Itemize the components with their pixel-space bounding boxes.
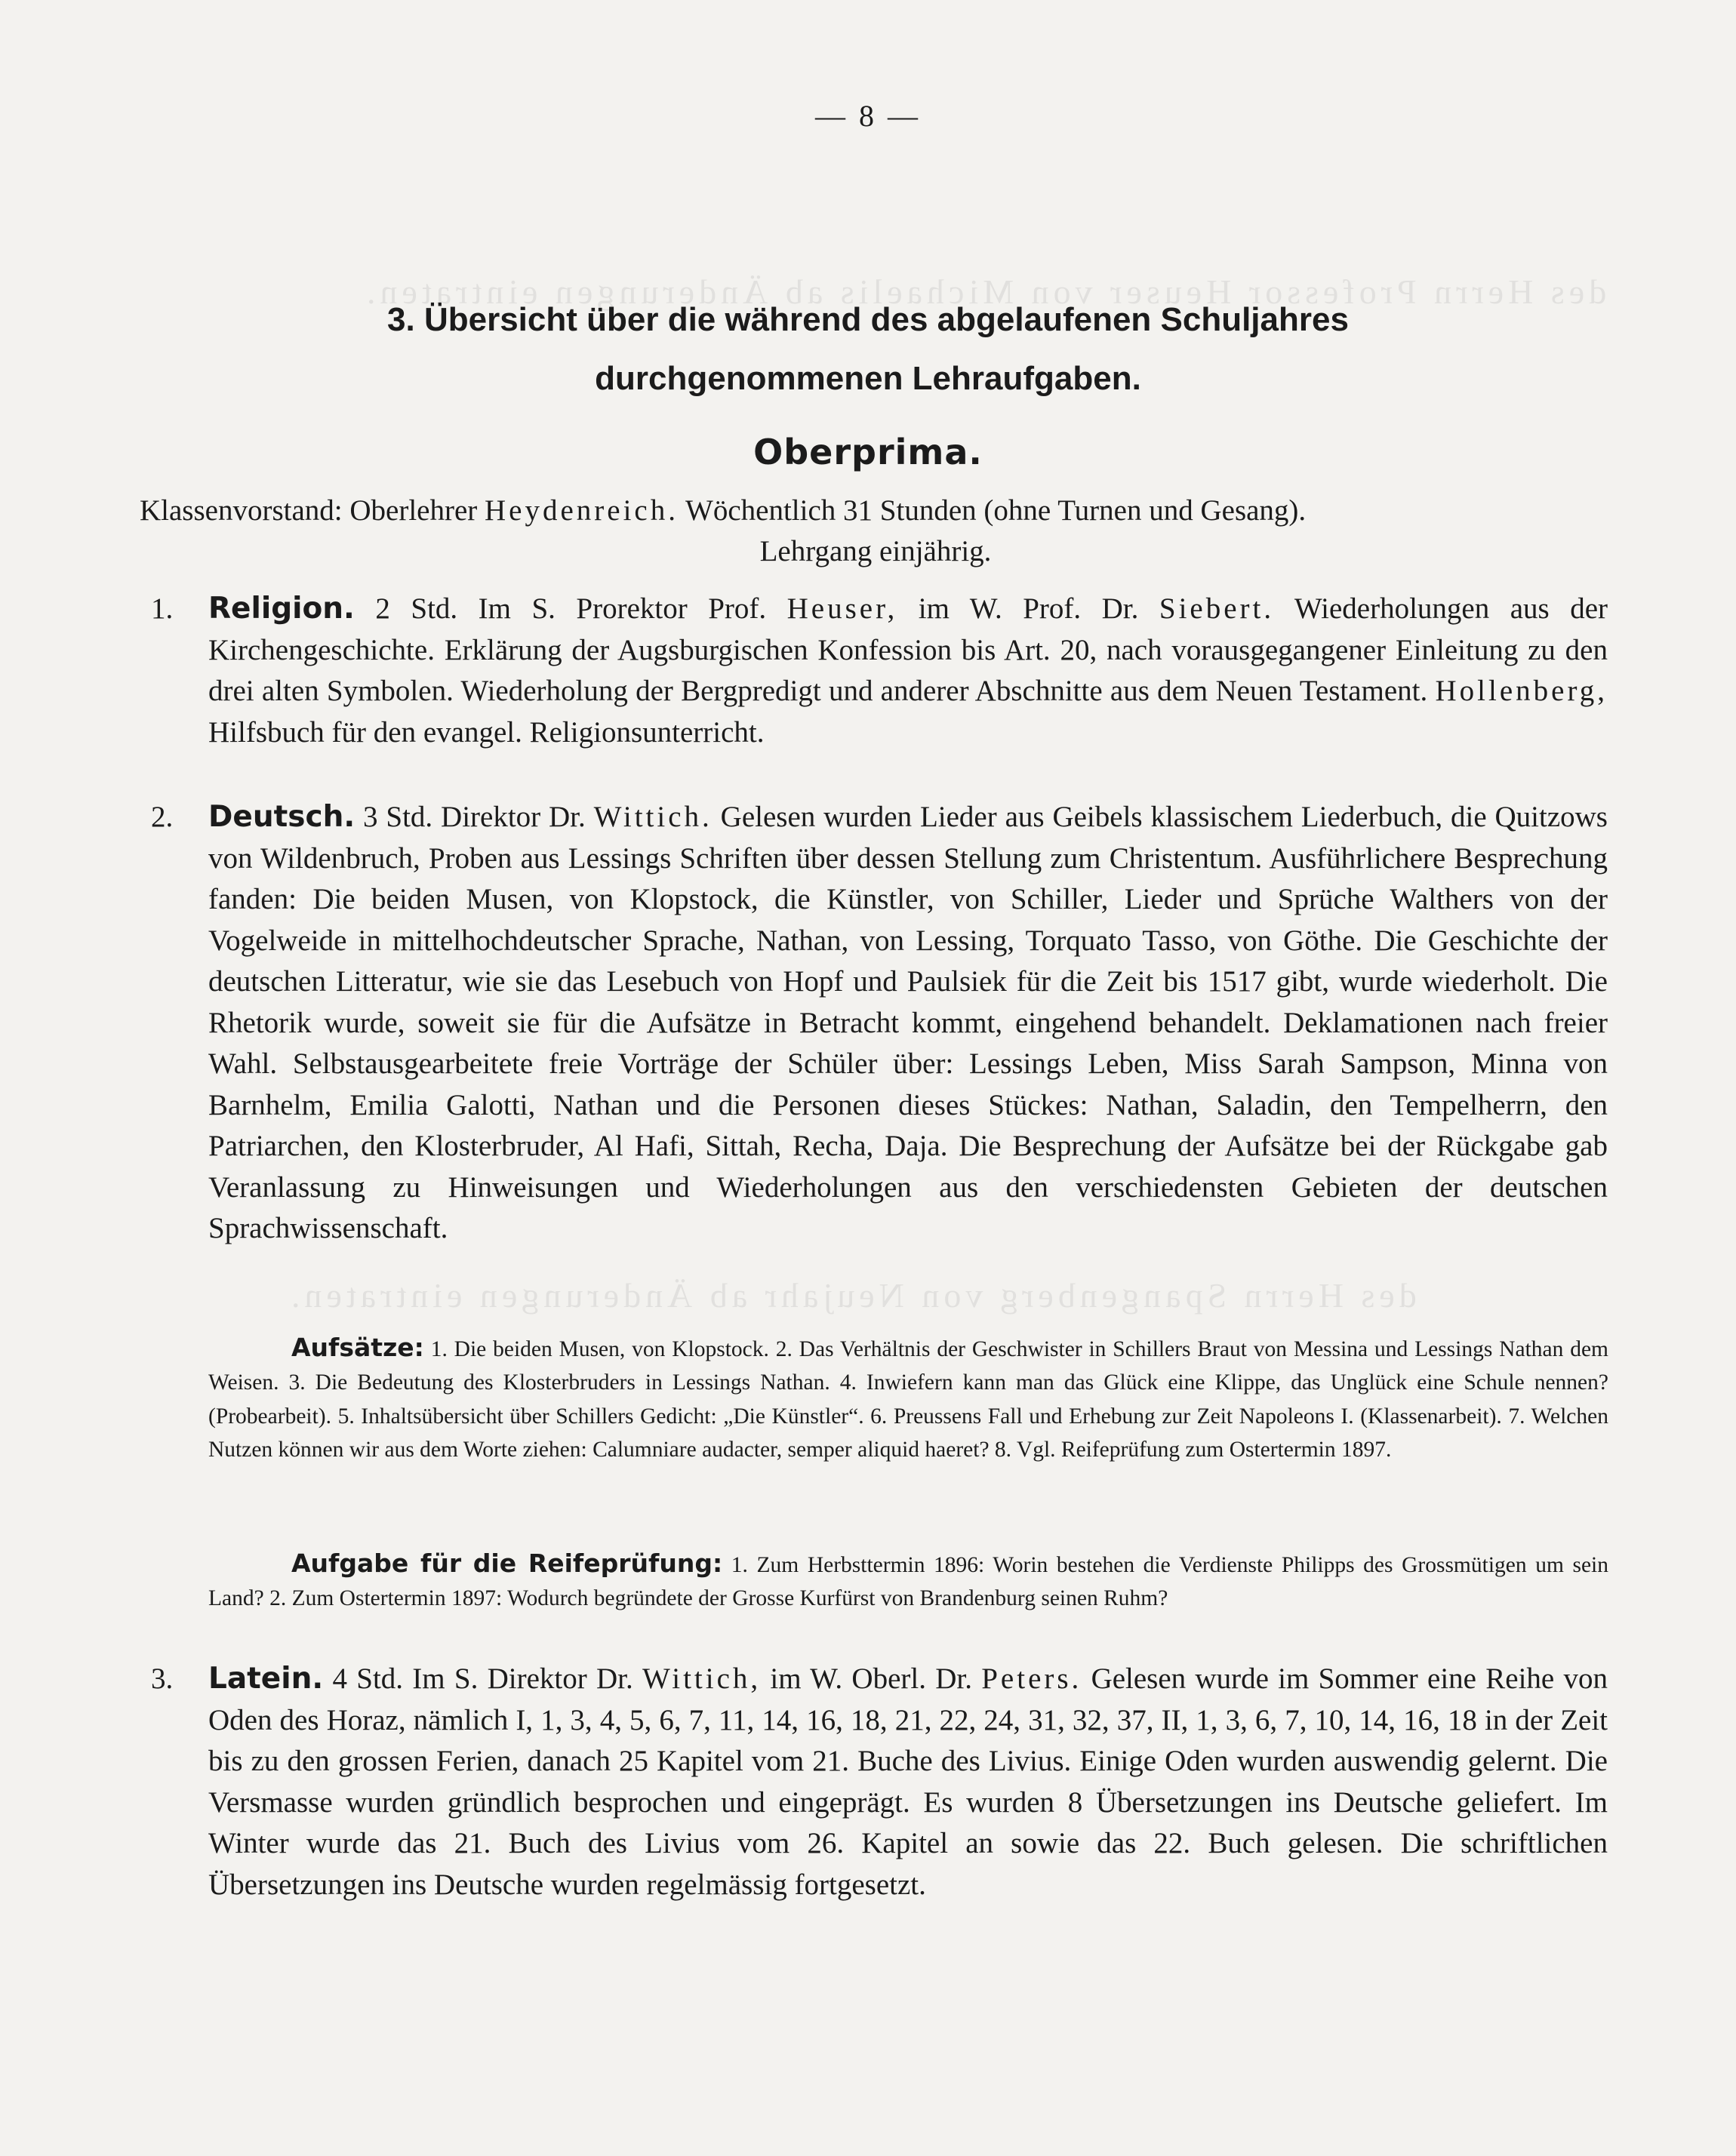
- class-heading: Oberprima.: [753, 432, 983, 472]
- item-text: Wiederholungen aus der Kirchengeschichte. Erklärung der Augsburgischen Konfession bis Art. 20, nach vorausgegangener Einleitung zu den drei alten Symbolen. Wiederholung der Bergpredigt und anderer Abschnitte aus dem Neuen Testament.: [208, 592, 1608, 707]
- item-body: [208, 1659, 1608, 1905]
- item-text: Gelesen wurden Lieder aus Geibels klassischem Liederbuch, die Quitzows von Wildenbruch, Proben aus Lessings Schriften über dessen Stellung zum Christentum. Ausführlichere Besprechung fanden: Die beiden Musen, von Klopstock, die Künstler, von Schiller, Lieder und Sprüche Walthers von der Vogelweide in mittelhochdeutscher Sprache, Nathan, von Lessing, Torquato Tasso, von Göthe. Die Geschichte der deutschen Litteratur, wie sie das Lesebuch von Hopf und Paulsiek für die Zeit bis 1517 gibt, wurde wiederholt. Die Rhetorik wurde, soweit sie für die Aufsätze in Betracht kommt, eingehend behandelt. Deklamationen nach freier Wahl. Selbstausgearbeitete freie Vorträge der Schüler über: Lessings Leben, Miss Sarah Sampson, Minna von Barnhelm, Emilia Galotti, Nathan und die Personen dieses Stückes: Nathan, Saladin, den Tempelherrn, den Patriarchen, den Klosterbruder, Al Hafi, Sittah, Recha, Daja. Die Besprechung der Aufsätze bei der Rückgabe gab Veranlassung zu Hinweisungen und Wiederholungen aus den verschiedensten Gebieten der deutschen Sprachwissenschaft.: [208, 801, 1608, 1244]
- item-number: 2.: [151, 801, 174, 833]
- item-body: [208, 797, 1608, 1250]
- section-title-line2: durchgenommenen Lehraufgaben.: [595, 360, 1141, 397]
- subject-latein: [151, 1659, 1608, 1905]
- teacher-name: Wittich.: [593, 801, 713, 833]
- class-info-course: Lehrgang einjährig.: [759, 535, 992, 567]
- item-text: Hilfsbuch für den evangel. Religionsunterricht.: [208, 715, 765, 749]
- subject-heading: Religion.: [208, 592, 355, 626]
- exam-heading: Aufgabe für die Reifeprüfung:: [291, 1549, 723, 1578]
- exam-paragraph: [208, 1547, 1608, 1616]
- item-text: 4 Std. Im S. Direktor Dr.: [323, 1662, 642, 1695]
- bleed-through-text: des Herrn Professor Heuser von Michaelis ab Änderungen eintraten.: [362, 272, 1607, 311]
- item-number: 1.: [151, 592, 174, 625]
- class-info-hours: Wöchentlich 31 Stunden (ohne Turnen und Gesang).: [679, 494, 1307, 527]
- item-text: 3 Std. Direktor Dr.: [355, 801, 594, 833]
- teacher-name: Wittich,: [642, 1662, 762, 1695]
- teacher-name: Heuser,: [786, 592, 898, 625]
- class-info-text: Klassenvorstand: Oberlehrer: [140, 494, 485, 527]
- class-teacher: Heydenreich.: [485, 494, 679, 527]
- item-text: im W. Oberl. Dr.: [761, 1662, 982, 1695]
- page-number: — 8 —: [815, 99, 921, 133]
- subject-heading: Deutsch.: [208, 800, 356, 834]
- item-text: 2 Std. Im S. Prorektor Prof.: [354, 592, 787, 625]
- essays-heading: Aufsätze:: [291, 1333, 424, 1362]
- item-body: [208, 589, 1608, 753]
- item-text: Gelesen wurde im Sommer eine Reihe von Oden des Horaz, nämlich I, 1, 3, 4, 5, 6, 7, 11, 14, 16, 18, 21, 22, 24, 31, 32, 37, II, 1, 3, 6, 7, 10, 14, 16, 18 in der Zeit bis zu den grossen Ferien, danach 25 Kapitel vom 21. Buche des Livius. Einige Oden wurden auswendig gelernt. Die Versmasse wurden gründlich besprochen und eingeprägt. Es wurden 8 Übersetzungen ins Deutsche geliefert. Im Winter wurde das 21. Buch des Livius vom 26. Kapitel an sowie das 22. Buch gelesen. Die schriftlichen Übersetzungen ins Deutsche wurden regelmässig fortgesetzt.: [208, 1662, 1608, 1901]
- teacher-name: Peters.: [981, 1662, 1082, 1695]
- subject-heading: Latein.: [208, 1662, 324, 1696]
- teacher-name: Siebert.: [1159, 592, 1275, 625]
- section-title: [226, 291, 1510, 408]
- subject-deutsch: [151, 797, 1608, 1250]
- item-number: 3.: [151, 1662, 174, 1695]
- author-name: Hollenberg,: [1435, 675, 1608, 707]
- subject-religion: [151, 589, 1608, 753]
- essays-paragraph: [208, 1331, 1608, 1466]
- section-title-line1: 3. Übersicht über die während des abgelaufenen Schuljahres: [387, 301, 1349, 338]
- class-info: [140, 491, 1611, 572]
- bleed-through-text: des Herrn Spangenberg von Neujahr ab Änderungen eintraten.: [287, 1276, 1417, 1315]
- essays-text: 1. Die beiden Musen, von Klopstock. 2. Das Verhältnis der Geschwister in Schillers Braut von Messina und Lessings Nathan dem Weisen. 3. Die Bedeutung des Klosterbruders in Lessings Nathan. 4. Inwiefern kann man das Glück eine Klippe, das Unglück eine Schule nennen? (Probearbeit). 5. Inhaltsübersicht über Schillers Gedicht: „Die Künstler“. 6. Preussens Fall und Erhebung zur Zeit Napoleons I. (Klassenarbeit). 7. Welchen Nutzen können wir aus dem Worte ziehen: Calumniare audacter, semper aliquid haeret? 8. Vgl. Reifeprüfung zum Ostertermin 1897.: [208, 1337, 1608, 1462]
- exam-text: 1. Zum Herbsttermin 1896: Worin bestehen die Verdienste Philipps des Grossmütigen um sein Land? 2. Zum Ostertermin 1897: Wodurch begründete der Grosse Kurfürst von Brandenburg seinen Ruhm?: [208, 1553, 1608, 1611]
- item-text: im W. Prof. Dr.: [897, 592, 1159, 625]
